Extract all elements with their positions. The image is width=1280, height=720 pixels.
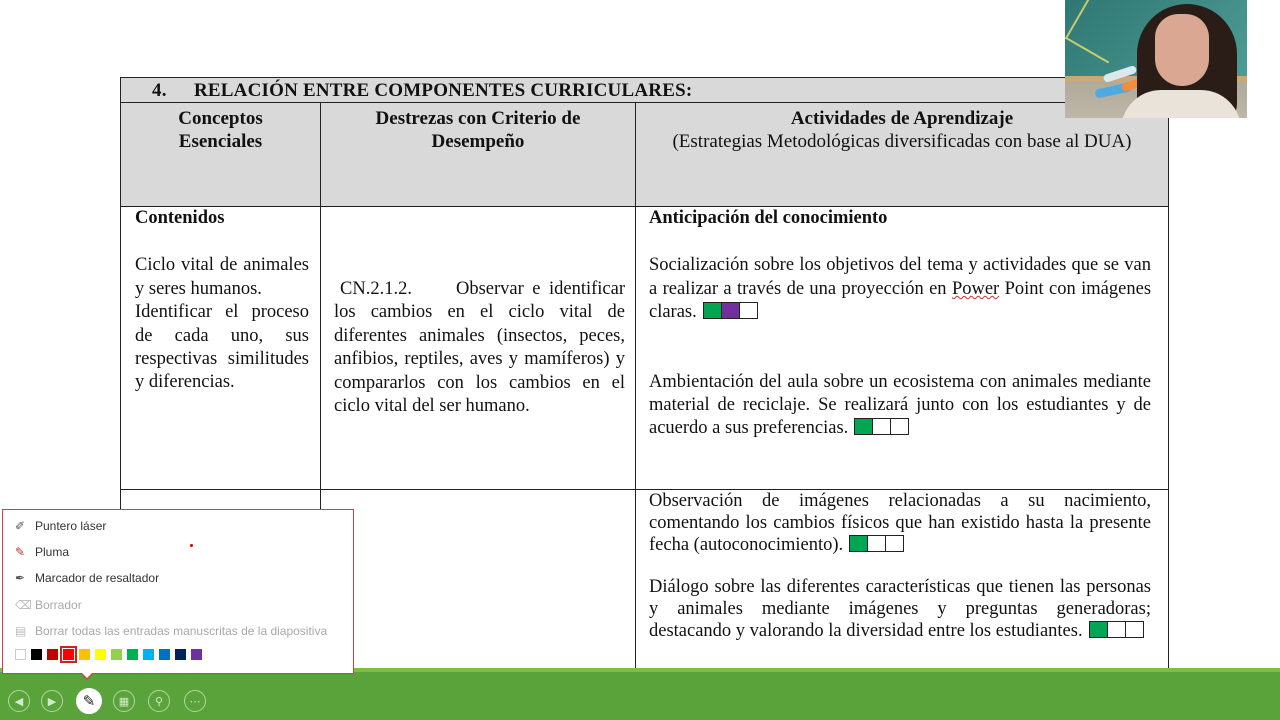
header-actividades-subtitle: (Estrategias Metodológicas diversificadas con base al DUA) [672, 131, 1132, 152]
header-destrezas-label: Destrezas con Criterio de Desempeño [375, 108, 581, 152]
contenidos-para2: Identificar el proceso de cada uno, sus respectivas similitudes y diferencias. [135, 302, 309, 393]
more-options-icon[interactable]: ⋯ [184, 690, 206, 712]
menu-item-eraser[interactable] [15, 595, 82, 615]
ink-color-swatch[interactable] [127, 649, 138, 660]
next-slide-icon[interactable]: ▶ [41, 690, 63, 712]
dua-indicator [849, 535, 903, 552]
contenidos-heading: Contenidos [135, 208, 225, 228]
table-border-col3 [635, 206, 636, 668]
destrezas-cell [334, 278, 625, 418]
pen-icon: ✎ [15, 545, 26, 559]
laser-dot [190, 544, 193, 547]
menu-item-pen[interactable] [15, 542, 69, 562]
ink-color-swatch[interactable] [143, 649, 154, 660]
ink-color-swatch[interactable] [159, 649, 170, 660]
ink-color-swatch[interactable] [63, 649, 74, 660]
destreza-code: CN.2.1.2. [340, 279, 412, 299]
menu-item-label: Marcador de resaltador [35, 571, 160, 585]
dua-indicator [854, 418, 908, 435]
spellcheck-word: Power [951, 278, 1000, 299]
ink-color-swatch[interactable] [95, 649, 106, 660]
activity-socializacion: Socialización sobre los objetivos del tema y actividades que se van a realizar a través de una proyección en Power Point con imágenes claras. [649, 255, 1152, 323]
highlighter-icon: ✒ [15, 571, 26, 585]
zoom-icon[interactable]: ⚲ [148, 690, 170, 712]
dua-indicator [703, 302, 757, 319]
activity-observacion: Observación de imágenes relacionadas a su nacimiento, comentando los cambios físicos que han existido hasta la presente fecha (autoconocimiento). [649, 491, 1151, 555]
activity-dialogo: Diálogo sobre las diferentes características que tienen las personas y animales mediante imágenes y preguntas generadoras; destacando y valorando la diversidad entre los estudiantes. [649, 577, 1151, 641]
contenidos-para1: Ciclo vital de animales y seres humanos. [135, 255, 309, 299]
header-destrezas [320, 102, 635, 206]
header-conceptos [120, 102, 320, 206]
actividades-cell-lower [649, 490, 1151, 642]
section-title-row [120, 77, 1169, 103]
anticipacion-heading: Anticipación del conocimiento [649, 208, 888, 228]
table-border-right [1168, 206, 1169, 668]
pen-icon[interactable]: ✎ [76, 688, 102, 714]
ink-color-swatch[interactable] [191, 649, 202, 660]
see-all-slides-icon[interactable]: ▦ [113, 690, 135, 712]
menu-item-label: Borrar todas las entradas manuscritas de la diapositiva [35, 624, 328, 638]
ink-color-swatch[interactable] [175, 649, 186, 660]
destreza-text: Observar e identificar los cambios en el ciclo vital de diferentes animales (insectos, peces, anfibios, reptiles, aves y mamíferos) y compararlos con los cambios en el ciclo vital del ser humano. [334, 279, 625, 417]
menu-pointer [80, 673, 94, 680]
presenter-webcam [1065, 0, 1247, 118]
ink-color-swatch[interactable] [79, 649, 90, 660]
menu-item-highlighter[interactable] [15, 568, 159, 588]
ink-color-swatch[interactable] [15, 649, 26, 660]
activity-ambientacion: Ambientación del aula sobre un ecosistema con animales mediante material de reciclaje. Se realizará junto con los estudiantes y de acuerdo a sus preferencias. [649, 371, 1151, 439]
laser-pointer-icon: ✐ [15, 519, 26, 533]
eraser-icon: ⌫ [15, 598, 32, 612]
pen-options-menu [2, 509, 354, 674]
previous-slide-icon[interactable]: ◀ [8, 690, 30, 712]
header-actividades-title: Actividades de Aprendizaje [790, 108, 1014, 129]
ink-color-palette [15, 649, 207, 660]
conceptos-cell [135, 207, 309, 395]
section-title: RELACIÓN ENTRE COMPONENTES CURRICULARES: [194, 80, 693, 101]
menu-item-laser-pointer[interactable] [15, 516, 106, 536]
dua-indicator [1089, 621, 1143, 638]
ink-color-swatch[interactable] [31, 649, 42, 660]
erase-all-icon: ▤ [15, 624, 27, 638]
menu-item-label: Borrador [35, 598, 82, 612]
menu-item-erase-all[interactable] [15, 621, 327, 641]
ink-color-swatch[interactable] [47, 649, 58, 660]
menu-item-label: Puntero láser [35, 519, 107, 533]
section-number: 4. [152, 80, 167, 101]
header-conceptos-label: Conceptos Esenciales [178, 108, 263, 152]
actividades-cell-upper [649, 207, 1151, 441]
menu-item-label: Pluma [35, 545, 70, 559]
ink-color-swatch[interactable] [111, 649, 122, 660]
